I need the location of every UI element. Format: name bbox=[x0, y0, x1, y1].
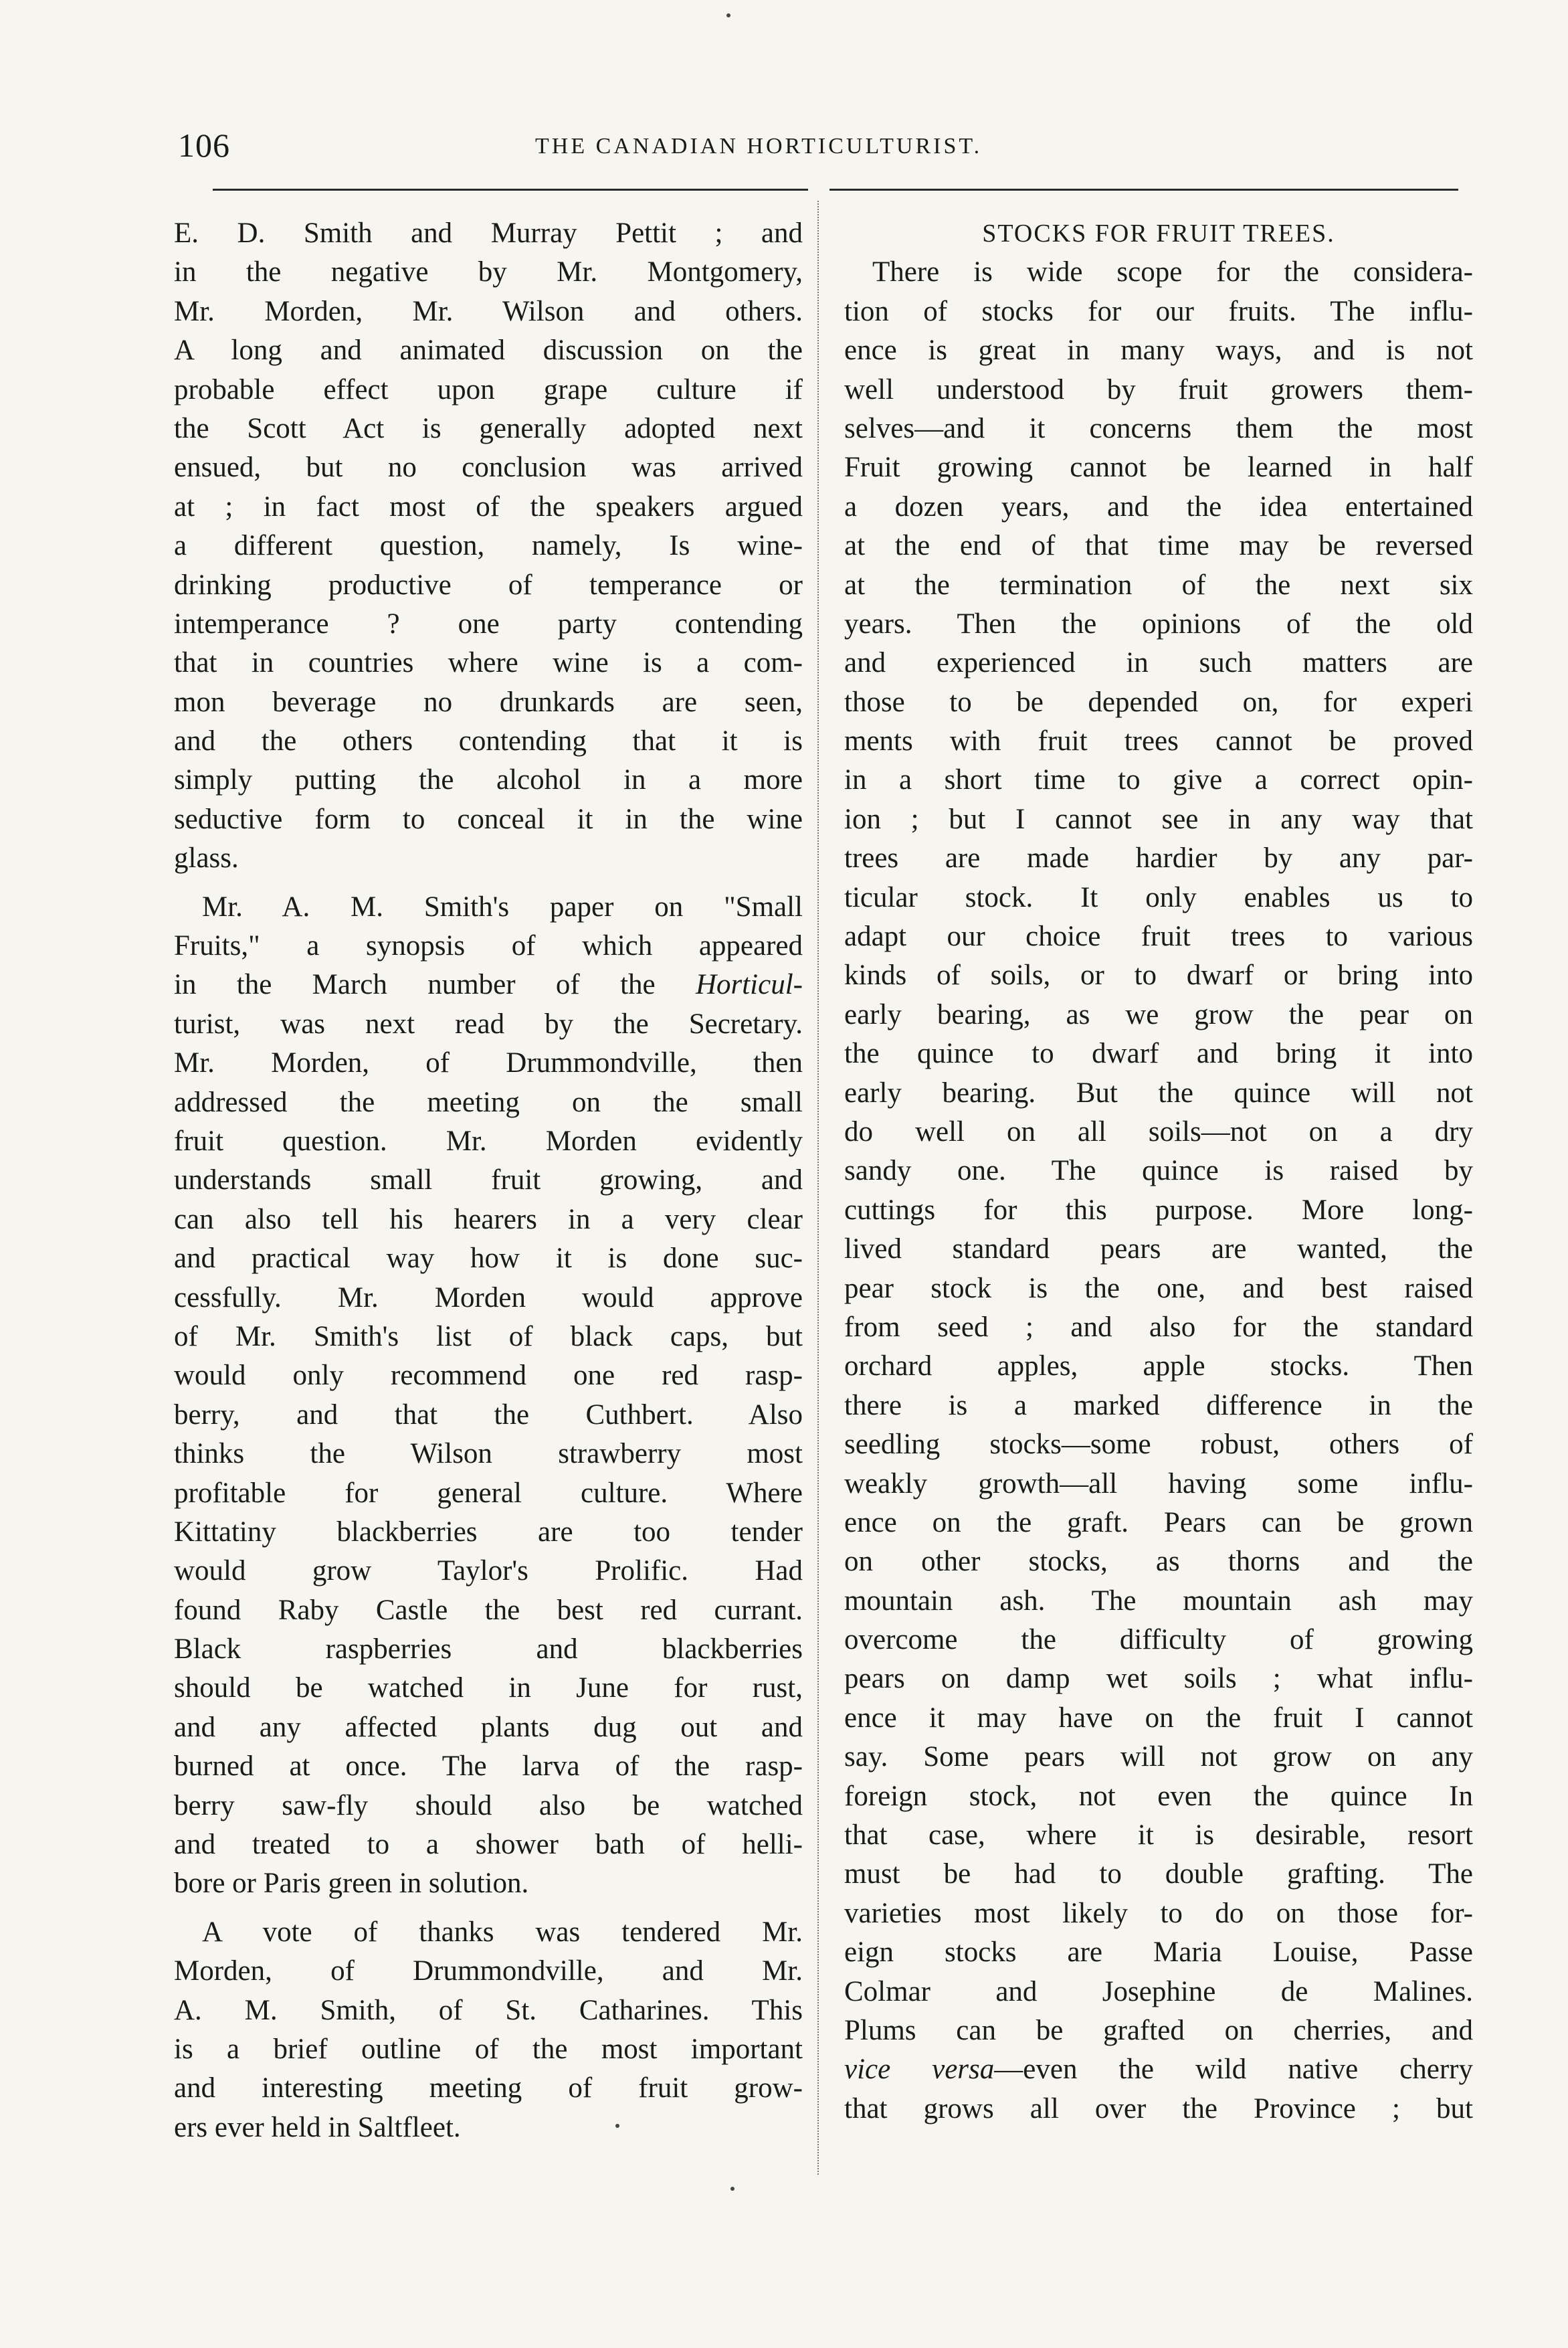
text-line: is a brief outline of the most important bbox=[174, 2033, 803, 2065]
print-speck bbox=[615, 2124, 619, 2128]
text-line: ence on the graft. Pears can be grown bbox=[844, 1506, 1473, 1538]
text-line: A long and animated discussion on the bbox=[174, 335, 803, 367]
text-line: trees are made hardier by any par- bbox=[844, 842, 1473, 875]
text-line: addressed the meeting on the small bbox=[174, 1086, 803, 1118]
page-header bbox=[161, 126, 1472, 173]
text-line: on other stocks, as thorns and the bbox=[844, 1546, 1473, 1578]
text-line: A vote of thanks was tendered Mr. bbox=[202, 1916, 803, 1948]
text-line: those to be depended on, for experi bbox=[844, 686, 1473, 718]
text-line: seedling stocks—some robust, others of bbox=[844, 1429, 1473, 1461]
text-line: pear stock is the one, and best raised bbox=[844, 1272, 1473, 1304]
text-line: simply putting the alcohol in a more bbox=[174, 764, 803, 796]
text-line: the quince to dwarf and bring it into bbox=[844, 1038, 1473, 1070]
text-line: years. Then the opinions of the old bbox=[844, 608, 1473, 640]
text-line: ence it may have on the fruit I cannot bbox=[844, 1702, 1473, 1734]
print-speck bbox=[726, 13, 730, 17]
text-line: mountain ash. The mountain ash may bbox=[844, 1585, 1473, 1617]
text-line: overcome the difficulty of growing bbox=[844, 1624, 1473, 1656]
text-line: a different question, namely, Is wine- bbox=[174, 530, 803, 562]
text-line: cessfully. Mr. Morden would approve bbox=[174, 1281, 803, 1314]
text-line: intemperance ? one party contending bbox=[174, 608, 803, 640]
text-line: and experienced in such matters are bbox=[844, 647, 1473, 679]
text-line: varieties most likely to do on those for- bbox=[844, 1897, 1473, 1929]
text-line: there is a marked difference in the bbox=[844, 1389, 1473, 1421]
text-line: berry, and that the Cuthbert. Also bbox=[174, 1398, 803, 1431]
text-line: ticular stock. It only enables us to bbox=[844, 881, 1473, 913]
text-line: cuttings for this purpose. More long- bbox=[844, 1194, 1473, 1226]
text-line: glass. bbox=[174, 842, 239, 875]
page-number: 106 bbox=[178, 126, 230, 164]
text-line: burned at once. The larva of the rasp- bbox=[174, 1750, 803, 1783]
paragraph-small-fruits bbox=[174, 888, 803, 1904]
text-line: the Scott Act is generally adopted next bbox=[174, 412, 803, 444]
paragraph-vote-of-thanks bbox=[174, 1913, 803, 2147]
paragraph-debate bbox=[174, 214, 803, 879]
text-line: Fruits," a synopsis of which appeared bbox=[174, 930, 803, 962]
text-line: tion of stocks for our fruits. The influ- bbox=[844, 295, 1473, 327]
text-line: would only recommend one red rasp- bbox=[174, 1360, 803, 1392]
text-line: weakly growth—all having some influ- bbox=[844, 1467, 1473, 1500]
text-line: Mr. Morden, of Drummondville, then bbox=[174, 1047, 803, 1079]
text-line: seductive form to conceal it in the wine bbox=[174, 803, 803, 835]
italic-phrase: vice versa bbox=[844, 2054, 995, 2086]
text-line: There is wide scope for the considera- bbox=[872, 256, 1473, 288]
text-line: Mr. Morden, Mr. Wilson and others. bbox=[174, 295, 803, 327]
text-line: a dozen years, and the idea entertained bbox=[844, 490, 1473, 523]
left-column bbox=[174, 214, 803, 2147]
text-line: in a short time to give a correct opin- bbox=[844, 764, 1473, 796]
text-line: turist, was next read by the Secretary. bbox=[174, 1008, 803, 1040]
text-line: and the others contending that it is bbox=[174, 725, 803, 757]
text-line: Morden, of Drummondville, and Mr. bbox=[174, 1955, 803, 1987]
text-line: understands small fruit growing, and bbox=[174, 1164, 803, 1196]
text-line: ments with fruit trees cannot be proved bbox=[844, 725, 1473, 757]
text-line: drinking productive of temperance or bbox=[174, 569, 803, 601]
text-line: bore or Paris green in solution. bbox=[174, 1868, 529, 1900]
text-line: ensued, but no conclusion was arrived bbox=[174, 452, 803, 484]
text-line: lived standard pears are wanted, the bbox=[844, 1233, 1473, 1265]
text-line: at ; in fact most of the speakers argued bbox=[174, 490, 803, 523]
text-line: Kittatiny blackberries are too tender bbox=[174, 1516, 803, 1548]
article-body bbox=[844, 253, 1473, 2129]
text-line: of Mr. Smith's list of black caps, but bbox=[174, 1320, 803, 1352]
text-line: Fruit growing cannot be learned in half bbox=[844, 452, 1473, 484]
text-line-with-italic bbox=[174, 966, 803, 1004]
article-heading: STOCKS FOR FRUIT TREES. bbox=[982, 219, 1335, 248]
text-line: Black raspberries and blackberries bbox=[174, 1633, 803, 1665]
text-line: that case, where it is desirable, resort bbox=[844, 1819, 1473, 1852]
text-line: at the termination of the next six bbox=[844, 569, 1473, 601]
text-line: pears on damp wet soils ; what influ- bbox=[844, 1663, 1473, 1695]
text-line: sandy one. The quince is raised by bbox=[844, 1155, 1473, 1187]
text-line: and any affected plants dug out and bbox=[174, 1711, 803, 1743]
text-line: and practical way how it is done suc- bbox=[174, 1243, 803, 1275]
text-line: must be had to double grafting. The bbox=[844, 1858, 1473, 1890]
text-line: profitable for general culture. Where bbox=[174, 1477, 803, 1509]
print-speck bbox=[730, 2187, 734, 2191]
text-line: say. Some pears will not grow on any bbox=[844, 1741, 1473, 1773]
header-rule-right bbox=[829, 189, 1458, 191]
text-line: selves—and it concerns them the most bbox=[844, 412, 1473, 444]
text-line: foreign stock, not even the quince In bbox=[844, 1780, 1473, 1812]
text-line: adapt our choice fruit trees to various bbox=[844, 921, 1473, 953]
text-line: E. D. Smith and Murray Pettit ; and bbox=[174, 217, 803, 249]
text-line: early bearing. But the quince will not bbox=[844, 1077, 1473, 1109]
text-line: Mr. A. M. Smith's paper on "Small bbox=[202, 891, 803, 923]
text-line: well understood by fruit growers them- bbox=[844, 373, 1473, 405]
text-line: probable effect upon grape culture if bbox=[174, 373, 803, 405]
text-line: do well on all soils—not on a dry bbox=[844, 1115, 1473, 1148]
column-divider bbox=[817, 201, 819, 2175]
text-line: kinds of soils, or to dwarf or bring into bbox=[844, 960, 1473, 992]
text-line: orchard apples, apple stocks. Then bbox=[844, 1350, 1473, 1382]
text-line: berry saw-fly should also be watched bbox=[174, 1789, 803, 1821]
text-segment: in the March number of the bbox=[174, 969, 696, 1001]
text-line: can also tell his hearers in a very clear bbox=[174, 1203, 803, 1235]
text-line: eign stocks are Maria Louise, Passe bbox=[844, 1936, 1473, 1969]
text-line: Plums can be grafted on cherries, and bbox=[844, 2014, 1473, 2046]
text-line: would grow Taylor's Prolific. Had bbox=[174, 1555, 803, 1587]
text-line: and treated to a shower bath of helli- bbox=[174, 1829, 803, 1861]
text-line: A. M. Smith, of St. Catharines. This bbox=[174, 1994, 803, 2026]
right-column bbox=[844, 214, 1473, 2129]
text-segment: —even the wild native cherry bbox=[994, 2054, 1474, 2086]
running-title: THE CANADIAN HORTICULTURIST. bbox=[535, 134, 983, 159]
header-rule-left bbox=[213, 189, 808, 191]
text-line: that grows all over the Province ; but bbox=[844, 2092, 1473, 2125]
text-line: ence is great in many ways, and is not bbox=[844, 335, 1473, 367]
text-line: ion ; but I cannot see in any way that bbox=[844, 803, 1473, 835]
text-line: early bearing, as we grow the pear on bbox=[844, 998, 1473, 1030]
text-line: fruit question. Mr. Morden evidently bbox=[174, 1125, 803, 1157]
text-line: that in countries where wine is a com- bbox=[174, 647, 803, 679]
text-line: from seed ; and also for the standard bbox=[844, 1311, 1473, 1343]
text-line-with-italic bbox=[844, 2050, 1473, 2089]
text-line: mon beverage no drunkards are seen, bbox=[174, 686, 803, 718]
italic-word: Horticul- bbox=[695, 969, 803, 1001]
text-line: in the negative by Mr. Montgomery, bbox=[174, 256, 803, 288]
text-line: and interesting meeting of fruit grow- bbox=[174, 2072, 803, 2104]
text-line: should be watched in June for rust, bbox=[174, 1672, 803, 1704]
text-line: ers ever held in Saltfleet. bbox=[174, 2111, 461, 2143]
text-line: Colmar and Josephine de Malines. bbox=[844, 1975, 1473, 2007]
text-line: found Raby Castle the best red currant. bbox=[174, 1594, 803, 1626]
text-line: thinks the Wilson strawberry most bbox=[174, 1438, 803, 1470]
text-line: at the end of that time may be reversed bbox=[844, 530, 1473, 562]
